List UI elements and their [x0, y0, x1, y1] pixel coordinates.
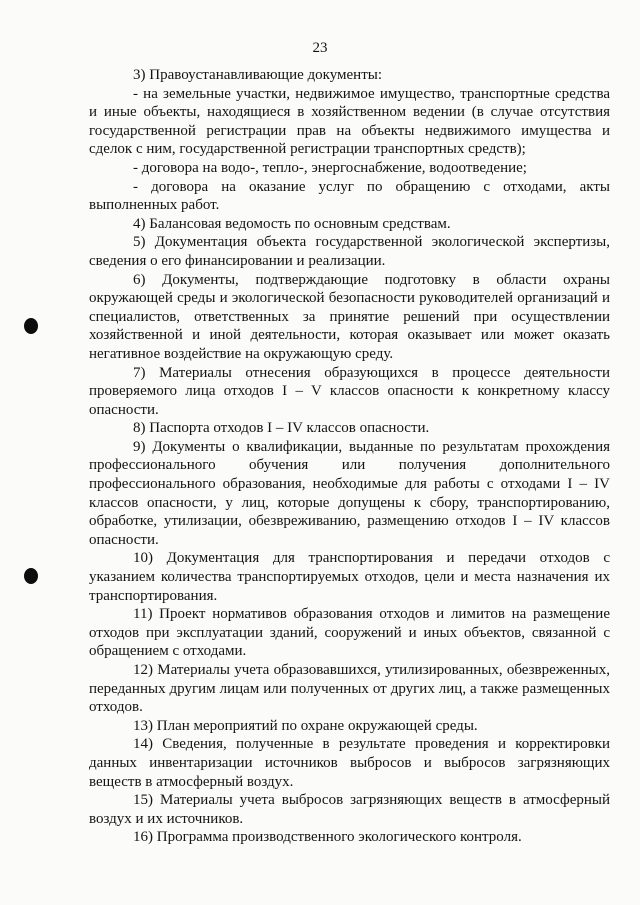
- list-item-waste-norms-project: 11) Проект нормативов образования отходов и лимитов на размещение отходов при эксплуатации зданий, сооружений и иных объектов, связанной с обращением с отходами.: [89, 606, 610, 660]
- list-item-hazard-class-materials: 7) Материалы отнесения образующихся в процессе деятельности проверяемого лица отходов I – V классов опасности к конкретному классу опасности.: [89, 364, 610, 418]
- page-number: 23: [312, 40, 328, 56]
- list-item-qualification-docs: 9) Документы о квалификации, выданные по результатам прохождения профессионального обучения или получения дополнительного профессионального образования, необходимые для работы с отходами I – IV классов опасности, у лиц, которые допущены к сбору, транспортированию, обработке, утилизации, обезвреживанию, размещению отходов I – IV классов опасности.: [89, 438, 610, 548]
- list-item-transport-docs: 10) Документация для транспортирования и передачи отходов с указанием количества транспортируемых отходов, цели и места назначения их транспортирования.: [89, 550, 610, 604]
- list-item-expertise-docs: 5) Документация объекта государственной экологической экспертизы, сведения о его финансировании и реализации.: [89, 234, 610, 269]
- list-item-emissions-inventory: 14) Сведения, полученные в результате проведения и корректировки данных инвентаризации источников выбросов и выбросов загрязняющих веществ в атмосферный воздух.: [89, 736, 610, 790]
- list-item-emissions-accounting: 15) Материалы учета выбросов загрязняющих веществ в атмосферный воздух и их источников.: [89, 792, 610, 827]
- list-item-balance-sheet: 4) Балансовая ведомость по основным средствам.: [133, 215, 451, 232]
- list-item-control-program: 16) Программа производственного экологического контроля.: [133, 829, 522, 846]
- punch-hole-mark: [24, 568, 38, 584]
- list-item-waste-passports: 8) Паспорта отходов I – IV классов опасности.: [133, 420, 430, 437]
- punch-hole-mark: [24, 318, 38, 334]
- list-subitem-property: - на земельные участки, недвижимое имущество, транспортные средства и иные объекты, находящиеся в хозяйственном ведении (в случае отсутствия государственной регистрации прав на объекты недвижимого имущества и сделок с ним, государственной регистрации транспортных средств);: [89, 85, 610, 158]
- document-body: [89, 66, 610, 847]
- list-item-protection-plan: 13) План мероприятий по охране окружающей среды.: [133, 717, 478, 734]
- list-item-legal-documents: 3) Правоустанавливающие документы:: [133, 67, 383, 83]
- list-item-waste-accounting: 12) Материалы учета образовавшихся, утилизированных, обезвреженных, переданных другим лицам или полученных от других лиц, а также размещенных отходов.: [89, 662, 610, 716]
- list-subitem-utility-contracts: - договора на водо-, тепло-, энергоснабжение, водоотведение;: [133, 159, 527, 176]
- list-subitem-waste-contracts: - договора на оказание услуг по обращению с отходами, акты выполненных работ.: [89, 178, 610, 214]
- list-item-training-docs: 6) Документы, подтверждающие подготовку в области охраны окружающей среды и экологической безопасности руководителей организаций и специалистов, ответственных за принятие решений при осуществлении хозяйственной и иной деятельности, которая оказывает или может оказать негативное воздействие на окружающую среду.: [89, 271, 610, 362]
